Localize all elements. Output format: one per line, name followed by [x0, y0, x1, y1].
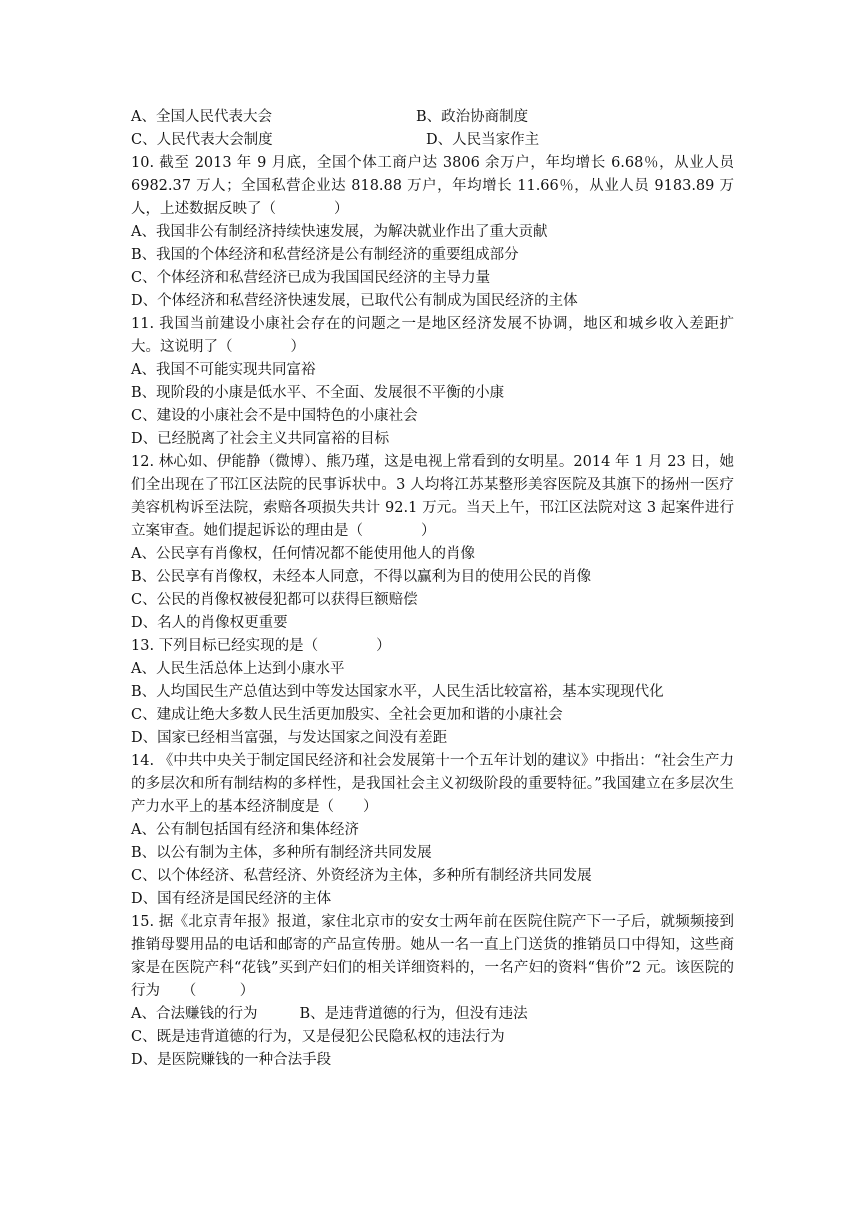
q9-options-row-2 — [131, 129, 734, 152]
question-option: D、国有经济是国民经济的主体 — [131, 891, 332, 907]
question-option: C、以个体经济、私营经济、外资经济为主体，多种所有制经济共同发展 — [131, 868, 592, 884]
question-stem: 13. 下列目标已经实现的是（ ） — [131, 638, 391, 654]
question-stem: 11. 我国当前建设小康社会存在的问题之一是地区经济发展不协调，地区和城乡收入差距扩大。这说明了（ ） — [131, 316, 734, 355]
question-option: B、是违背道德的行为，但没有违法 — [299, 1006, 528, 1022]
question-option: D、国家已经相当富强，与发达国家之间没有差距 — [131, 730, 448, 746]
question-stem: 10. 截至 2013 年 9 月底，全国个体工商户达 3806 余万户，年均增长 6.68％，从业人员 6982.37 万人；全国私营企业达 818.88 万户，年均增长 11.66％，从业人员 9183.89 万人，上述数据反映了（ ） — [131, 155, 734, 217]
question-15 — [131, 911, 734, 1072]
question-12 — [131, 451, 734, 635]
q9-option-b: B、政治协商制度 — [416, 109, 529, 125]
question-option: B、现阶段的小康是低水平、不全面、发展很不平衡的小康 — [131, 385, 505, 401]
question-option: A、公民享有肖像权，任何情况都不能使用他人的肖像 — [131, 546, 475, 562]
question-option-row — [131, 1003, 734, 1026]
question-option: B、人均国民生产总值达到中等发达国家水平，人民生活比较富裕，基本实现现代化 — [131, 684, 664, 700]
question-option: D、名人的肖像权更重要 — [131, 615, 288, 631]
question-list — [131, 106, 734, 1072]
q9-option-c: C、人民代表大会制度 — [131, 132, 273, 148]
question-13 — [131, 635, 734, 750]
question-stem: 12. 林心如、伊能静（微博）、熊乃瑾，这是电视上常看到的女明星。2014 年 1 月 23 日，她们全出现在了邗江区法院的民事诉状中。3 人均将江苏某整形美容医院及其旗下的扬州一医疗美容机构诉至法院，索赔各项损失共计 92.1 万元。当天上午，邗江区法院对这 3 起案件进行立案审查。她们提起诉讼的理由是（ ） — [131, 454, 734, 539]
question-option: C、建设的小康社会不是中国特色的小康社会 — [131, 408, 418, 424]
question-option: C、个体经济和私营经济已成为我国国民经济的主导力量 — [131, 270, 491, 286]
question-option: D、已经脱离了社会主义共同富裕的目标 — [131, 431, 390, 447]
q9-option-d: D、人民当家作主 — [426, 132, 540, 148]
question-option: A、我国非公有制经济持续快速发展，为解决就业作出了重大贡献 — [131, 224, 548, 240]
question-stem: 15. 据《北京青年报》报道，家住北京市的安女士两年前在医院住院产下一子后，就频频接到推销母婴用品的电话和邮寄的产品宣传册。她从一名一直上门送货的推销员口中得知，这些商家是在医院产科“花钱”买到产妇们的相关详细资料的，一名产妇的资料“售价”2 元。该医院的行为 （ ） — [131, 914, 734, 999]
question-11 — [131, 313, 734, 451]
question-option: C、建成让绝大多数人民生活更加殷实、全社会更加和谐的小康社会 — [131, 707, 563, 723]
q9-option-a: A、全国人民代表大会 — [131, 109, 272, 125]
question-option: B、公民享有肖像权，未经本人同意，不得以赢利为目的使用公民的肖像 — [131, 569, 592, 585]
question-option: B、以公有制为主体，多种所有制经济共同发展 — [131, 845, 432, 861]
question-stem: 14. 《中共中央关于制定国民经济和社会发展第十一个五年计划的建议》中指出：“社会生产力的多层次和所有制结构的多样性，是我国社会主义初级阶段的重要特征。”我国建立在多层次生产力水平上的基本经济制度是（ ） — [131, 753, 734, 815]
question-option: B、我国的个体经济和私营经济是公有制经济的重要组成部分 — [131, 247, 519, 263]
question-10 — [131, 152, 734, 313]
question-option: D、个体经济和私营经济快速发展，已取代公有制成为国民经济的主体 — [131, 293, 578, 309]
question-option: C、既是违背道德的行为，又是侵犯公民隐私权的违法行为 — [131, 1029, 505, 1045]
question-option: A、人民生活总体上达到小康水平 — [131, 661, 345, 677]
q9-options-row-1 — [131, 106, 734, 129]
question-option: C、公民的肖像权被侵犯都可以获得巨额赔偿 — [131, 592, 418, 608]
question-option: A、我国不可能实现共同富裕 — [131, 362, 316, 378]
question-option: D、是医院赚钱的一种合法手段 — [131, 1052, 332, 1068]
question-14 — [131, 750, 734, 911]
question-option: A、合法赚钱的行为 — [131, 1006, 258, 1022]
question-option: A、公有制包括国有经济和集体经济 — [131, 822, 359, 838]
